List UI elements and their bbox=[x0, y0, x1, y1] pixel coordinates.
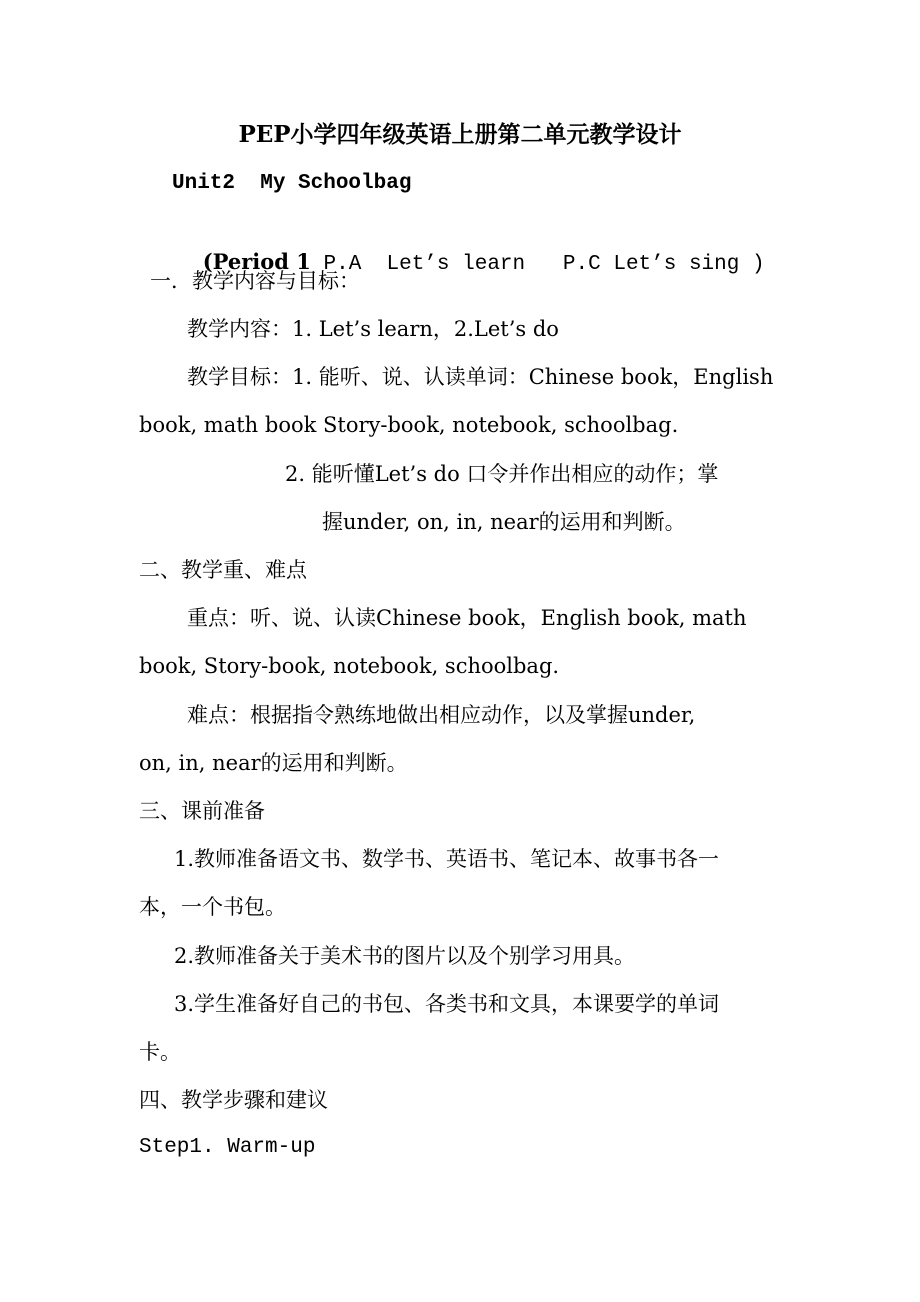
key-points-line1: 重点：听、说、认读Chinese book，English book, math bbox=[187, 606, 747, 630]
teaching-goal2-line2: 握under, on, in, near的运用和判断。 bbox=[322, 510, 686, 534]
prep-item3-line1: 3.学生准备好自己的书包、各类书和文具，本课要学的单词 bbox=[174, 992, 720, 1016]
section1-heading: 一．教学内容与目标： bbox=[150, 269, 360, 293]
prep-item1-line1: 1.教师准备语文书、数学书、英语书、笔记本、故事书各一 bbox=[174, 847, 720, 871]
unit-heading: Unit2 My Schoolbag bbox=[172, 172, 412, 195]
period-prefix: (Period 1 bbox=[202, 249, 311, 274]
step1-warm-up: Step1. Warm-up bbox=[139, 1136, 316, 1159]
key-points-line2: book, Story-book, notebook, schoolbag. bbox=[139, 654, 560, 678]
teaching-content: 教学内容：1. Let’s learn，2.Let’s do bbox=[187, 317, 559, 341]
difficult-points-line2: on, in, near的运用和判断。 bbox=[139, 751, 408, 775]
prep-item3-line2: 卡。 bbox=[139, 1040, 181, 1064]
teaching-goal-line2: book, math book Story-book, notebook, schoolbag. bbox=[139, 413, 679, 437]
period-detail: P.A Let’s learn P.C Let’s sing ) bbox=[310, 253, 765, 276]
prep-item1-line2: 本，一个书包。 bbox=[139, 895, 286, 919]
period-line bbox=[176, 217, 765, 310]
section4-heading: 四、教学步骤和建议 bbox=[139, 1088, 328, 1112]
teaching-goal2-line1: 2. 能听懂Let’s do 口令并作出相应的动作；掌 bbox=[285, 462, 719, 486]
difficult-points-line1: 难点：根据指令熟练地做出相应动作，以及掌握under, bbox=[187, 703, 696, 727]
section3-heading: 三、课前准备 bbox=[139, 799, 265, 823]
teaching-goal-line1: 教学目标：1. 能听、说、认读单词：Chinese book，English bbox=[187, 365, 774, 389]
prep-item2: 2.教师准备关于美术书的图片以及个别学习用具。 bbox=[174, 944, 636, 968]
document-title: PEP小学四年级英语上册第二单元教学设计 bbox=[238, 121, 682, 148]
section2-heading: 二、教学重、难点 bbox=[139, 558, 307, 582]
